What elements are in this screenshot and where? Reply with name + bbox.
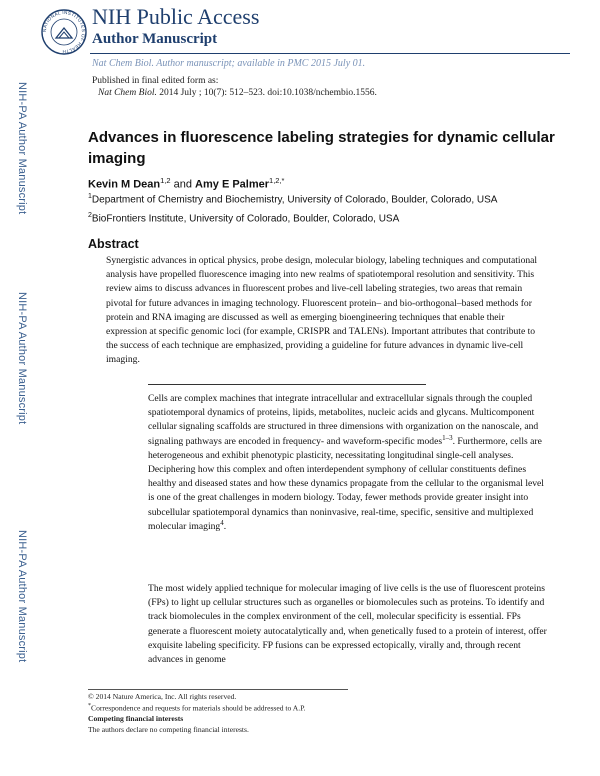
author-name: Amy E Palmer xyxy=(195,178,270,191)
sidebar-label-top: NIH-PA Author Manuscript xyxy=(16,82,28,215)
author-conjunction: and xyxy=(170,178,196,191)
paragraph-text: Cells are complex machines that integrate intracellular and extracellular signals through the coupled spatiotemporal dynamics of proteins, lipids, metabolites, nucleic acids and glycans. Multicomponent cellular signaling scaffolds are structured in three dimensions with organization on the nanoscale, and signaling pathways are encoded in frequency- and waveform-specific modes xyxy=(148,393,539,447)
reference-citation[interactable]: 1–3 xyxy=(442,433,453,442)
reference-citation[interactable]: 4 xyxy=(220,518,224,527)
author-manuscript-label: Author Manuscript xyxy=(92,31,218,47)
author-affiliation-marker: 1,2 xyxy=(160,176,171,185)
correspondence-marker: * xyxy=(88,703,91,709)
citation xyxy=(98,88,377,98)
affiliation-1 xyxy=(88,193,497,205)
body-paragraph-2: The most widely applied technique for molecular imaging of live cells is the use of fluorescent proteins (FPs) to light up cellular structures such as organelles or biomolecules such as proteins. To identify and track biomolecules in the complex environment of the cell, molecular specificity is essential. FPs generate a fluorescent moiety autocatalytically and, when genetically fused to a protein of interest, offer exquisite labeling specificity. FP fusions can be expressed ectopically, virally and, through recent advances in genome xyxy=(148,583,547,666)
affiliation-text: Department of Chemistry and Biochemistry, University of Colorado, Boulder, Colorado, USA xyxy=(91,194,498,206)
correspondence-text: Correspondence and requests for materials should be addressed to A.P. xyxy=(91,703,306,713)
correspondence-note xyxy=(88,703,305,713)
affiliation-marker: 1 xyxy=(88,193,92,200)
affiliation-text: BioFrontiers Institute, University of Colorado, Boulder, Colorado, USA xyxy=(91,213,400,225)
paragraph-text: . xyxy=(223,520,227,532)
copyright-note: © 2014 Nature America, Inc. All rights reserved. xyxy=(88,692,237,701)
abstract-text: Synergistic advances in optical physics, probe design, molecular biology, labeling techniques and computational analysis have propelled fluorescence imaging into new realms of spatiotemporal resolution and sensitivity. This review aims to discuss advances in fluorescent probes and live-cell labeling strategies, two areas that remain pivotal for future advances in imaging technology. Fluorescent protein– and bio-orthogonal–based methods for protein and RNA imaging are discussed as well as emerging bioengineering techniques that enable their expression at specific genomic loci (for example, CRISPR and TALENs). Important attributes that contribute to the success of each technique are emphasized, providing a guideline for future advances in dynamic live-cell imaging. xyxy=(106,255,538,366)
competing-interests-heading: Competing financial interests xyxy=(88,714,184,723)
published-label: Published in final edited form as: xyxy=(92,76,219,86)
nih-public-access-title: NIH Public Access xyxy=(92,4,260,29)
nih-seal-logo xyxy=(40,8,88,56)
meta-journal: Nat Chem Biol. xyxy=(92,58,154,69)
abstract-heading: Abstract xyxy=(88,237,139,251)
manuscript-availability xyxy=(92,58,365,69)
competing-interests-text: The authors declare no competing financial interests. xyxy=(88,725,249,734)
citation-details: 2014 July ; 10(7): 512–523. doi:10.1038/nchembio.1556. xyxy=(156,88,377,98)
article-title: Advances in fluorescence labeling strategies for dynamic cellular imaging xyxy=(88,129,555,167)
paragraph-text: . Furthermore, cells are heterogeneous and exhibit phenotypic plasticity, necessitating longitudinal single-cell analyses. Deciphering how this complex and often interdependent symphony of cellular constituents defines healthy and diseased states and how these dynamics propagate from the cellular to the organismal level is one of the great challenges in modern biology. Today, fewer methods provide greater insight into subcellular spatiotemporal dynamics than noninvasive, real-time, specific, sensitive and multiplexed molecular imaging xyxy=(148,435,544,532)
body-paragraph-1 xyxy=(148,392,548,534)
citation-journal: Nat Chem Biol. xyxy=(98,88,157,98)
author-list xyxy=(88,176,284,191)
header-divider xyxy=(90,53,570,54)
footnote-divider xyxy=(88,689,348,690)
affiliation-marker: 2 xyxy=(88,212,92,219)
meta-availability-text: Author manuscript; available in PMC 2015 July 01. xyxy=(153,58,366,69)
svg-text:NATIONAL INSTITUTES OF HEALTH: NATIONAL INSTITUTES OF HEALTH xyxy=(41,9,87,55)
sidebar-label-bottom: NIH-PA Author Manuscript xyxy=(16,530,28,663)
author-name: Kevin M Dean xyxy=(88,178,161,191)
affiliation-2 xyxy=(88,212,399,224)
sidebar-label-middle: NIH-PA Author Manuscript xyxy=(16,292,28,425)
body-divider xyxy=(148,384,426,385)
author-affiliation-marker: 1,2,* xyxy=(269,176,285,185)
